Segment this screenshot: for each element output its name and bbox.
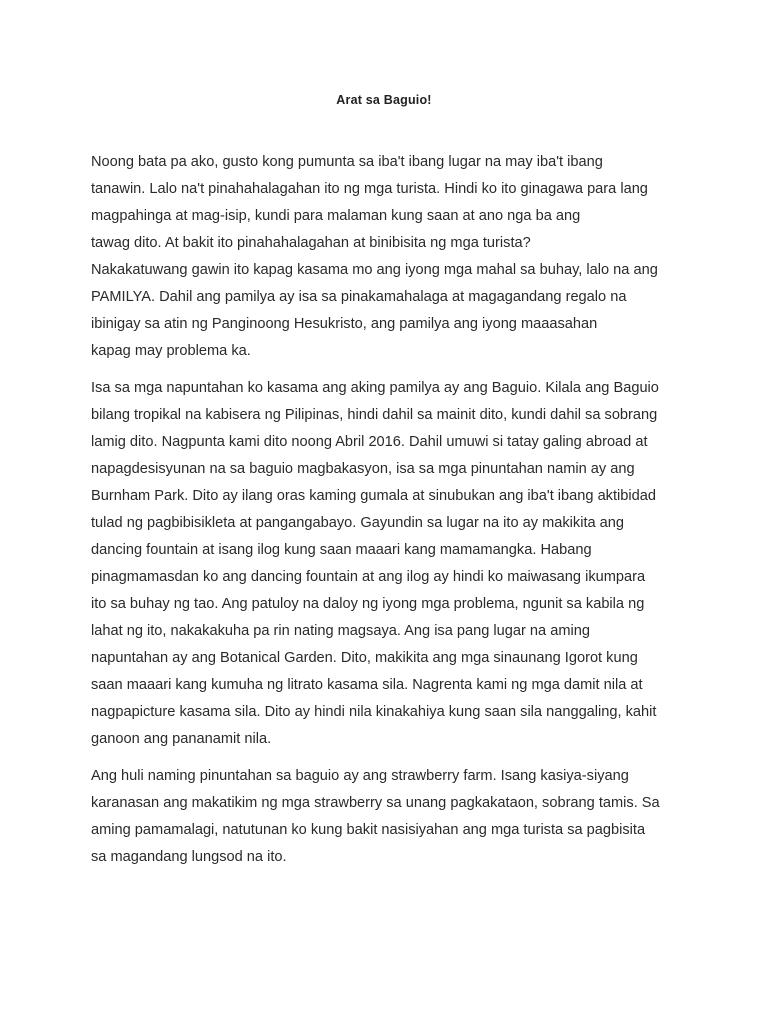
- text-line: Nakakatuwang gawin ito kapag kasama mo ang iyong mga mahal sa buhay, lalo na ang: [91, 262, 658, 278]
- paragraph-2: [91, 378, 711, 756]
- text-line: sa magandang lungsod na ito.: [91, 849, 287, 865]
- text-line: tulad ng pagbibisikleta at pangangabayo. Gayundin sa lugar na ito ay makikita ang: [91, 515, 625, 531]
- text-line: Isa sa mga napuntahan ko kasama ang aking pamilya ay ang Baguio. Kilala ang Baguio: [91, 380, 659, 396]
- text-line: lahat ng ito, nakakakuha pa rin nating magsaya. Ang isa pang lugar na aming: [91, 623, 590, 639]
- text-line: bilang tropikal na kabisera ng Pilipinas, hindi dahil sa mainit dito, kundi dahil sa sobrang: [91, 407, 658, 423]
- text-line: ganoon ang pananamit nila.: [91, 731, 272, 747]
- text-line: karanasan ang makatikim ng mga strawberry sa unang pagkakataon, sobrang tamis. Sa: [91, 795, 660, 811]
- text-line: tanawin. Lalo na't pinahahalagahan ito ng mga turista. Hindi ko ito ginagawa para lang: [91, 181, 648, 197]
- text-line: aming pamamalagi, natutunan ko kung bakit nasisiyahan ang mga turista sa pagbisita: [91, 822, 646, 838]
- text-line: magpahinga at mag-isip, kundi para malaman kung saan at ano nga ba ang: [91, 208, 581, 224]
- document-title: Arat sa Baguio!: [336, 93, 432, 107]
- text-line: Noong bata pa ako, gusto kong pumunta sa iba't ibang lugar na may iba't ibang: [91, 154, 603, 170]
- text-line: ibinigay sa atin ng Panginoong Hesukristo, ang pamilya ang iyong maaasahan: [91, 316, 598, 332]
- text-line: Ang huli naming pinuntahan sa baguio ay ang strawberry farm. Isang kasiya-siyang: [91, 768, 629, 784]
- text-line: dancing fountain at isang ilog kung saan maaari kang mamamangka. Habang: [91, 542, 592, 558]
- paragraph-1: [91, 152, 711, 368]
- text-line: napuntahan ay ang Botanical Garden. Dito, makikita ang mga sinaunang Igorot kung: [91, 650, 638, 666]
- text-line: lamig dito. Nagpunta kami dito noong Abril 2016. Dahil umuwi si tatay galing abroad at: [91, 434, 648, 450]
- text-line: saan maaari kang kumuha ng litrato kasama sila. Nagrenta kami ng mga damit nila at: [91, 677, 643, 693]
- paragraph-3: [91, 766, 711, 874]
- text-line: Burnham Park. Dito ay ilang oras kaming gumala at sinubukan ang iba't ibang aktibidad: [91, 488, 656, 504]
- text-line: PAMILYA. Dahil ang pamilya ay isa sa pinakamahalaga at magagandang regalo na: [91, 289, 627, 305]
- text-line: tawag dito. At bakit ito pinahahalagahan at binibisita ng mga turista?: [91, 235, 531, 251]
- text-line: kapag may problema ka.: [91, 343, 251, 359]
- text-line: nagpapicture kasama sila. Dito ay hindi nila kinakahiya kung saan sila nanggaling, kahit: [91, 704, 657, 720]
- document-body: [91, 152, 711, 884]
- text-line: napagdesisyunan na sa baguio magbakasyon, isa sa mga pinuntahan namin ay ang: [91, 461, 635, 477]
- text-line: pinagmamasdan ko ang dancing fountain at ang ilog ay hindi ko maiwasang ikumpara: [91, 569, 646, 585]
- text-line: ito sa buhay ng tao. Ang patuloy na daloy ng iyong mga problema, ngunit sa kabila ng: [91, 596, 645, 612]
